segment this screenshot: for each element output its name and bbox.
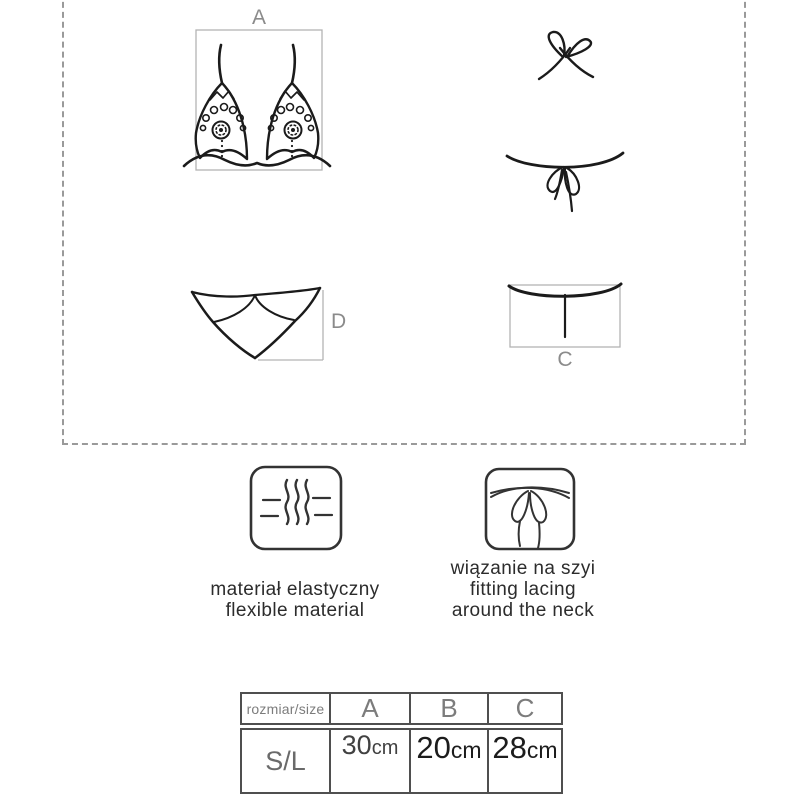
bra-strap-right bbox=[292, 45, 295, 83]
cell-c-value bbox=[487, 730, 561, 792]
measurement-unit: cm bbox=[371, 737, 399, 759]
lacing-tail-left bbox=[555, 170, 562, 199]
back-piece-drawing bbox=[509, 284, 621, 371]
size-table-header-row bbox=[240, 692, 563, 725]
measurement-number: 20 bbox=[416, 730, 451, 765]
caption-line: wiązanie na szyi bbox=[450, 558, 596, 579]
lacing-tail-right bbox=[566, 172, 572, 211]
measurement-number: 30 bbox=[341, 730, 372, 760]
brief-left-edge bbox=[192, 292, 255, 358]
cell-size-value: S/L bbox=[265, 745, 306, 776]
header-cell-b: B bbox=[409, 694, 487, 723]
cell-a-value bbox=[329, 730, 409, 792]
brief-drawing bbox=[192, 288, 346, 360]
bra-top-drawing bbox=[184, 6, 330, 170]
header-cell-a: A bbox=[329, 694, 409, 723]
lacing-band-curve bbox=[507, 153, 623, 167]
bow-tail-right bbox=[560, 48, 593, 77]
bra-cup-right-dotted-line bbox=[291, 140, 293, 157]
dimension-c-label: C bbox=[557, 348, 573, 371]
measurement-unit: cm bbox=[526, 737, 558, 763]
bow-tail-left bbox=[539, 48, 570, 79]
size-table bbox=[240, 692, 563, 794]
measurement-unit: cm bbox=[450, 737, 482, 763]
cell-b-value bbox=[409, 730, 487, 792]
caption-line: around the neck bbox=[451, 600, 595, 621]
bra-cup-left-dotted-line bbox=[221, 140, 223, 157]
dimension-d-label: D bbox=[331, 310, 347, 333]
size-table-data-row bbox=[240, 728, 563, 794]
neck-tie-bow-drawing bbox=[539, 32, 593, 79]
bra-band-line bbox=[184, 155, 330, 166]
bra-strap-left bbox=[219, 45, 222, 83]
brief-panel-right-seam bbox=[255, 295, 294, 320]
measurement-number: 28 bbox=[492, 730, 527, 765]
caption-line: materiał elastyczny bbox=[210, 579, 380, 600]
neck-lacing-icon bbox=[484, 466, 576, 552]
caption-line: flexible material bbox=[225, 600, 365, 621]
caption-line: fitting lacing bbox=[470, 579, 576, 600]
neck-lacing-caption bbox=[418, 558, 628, 621]
brief-right-edge bbox=[255, 288, 320, 358]
flexible-material-caption bbox=[185, 579, 405, 621]
brief-panel-left-seam bbox=[214, 295, 255, 322]
dimension-a-label: A bbox=[251, 6, 267, 29]
header-cell-c: C bbox=[487, 694, 561, 723]
bow-loop-left bbox=[549, 32, 565, 57]
flexible-material-icon bbox=[249, 464, 343, 552]
header-cell-size: rozmiar/size bbox=[246, 700, 325, 717]
underbust-lacing-drawing bbox=[507, 153, 623, 211]
